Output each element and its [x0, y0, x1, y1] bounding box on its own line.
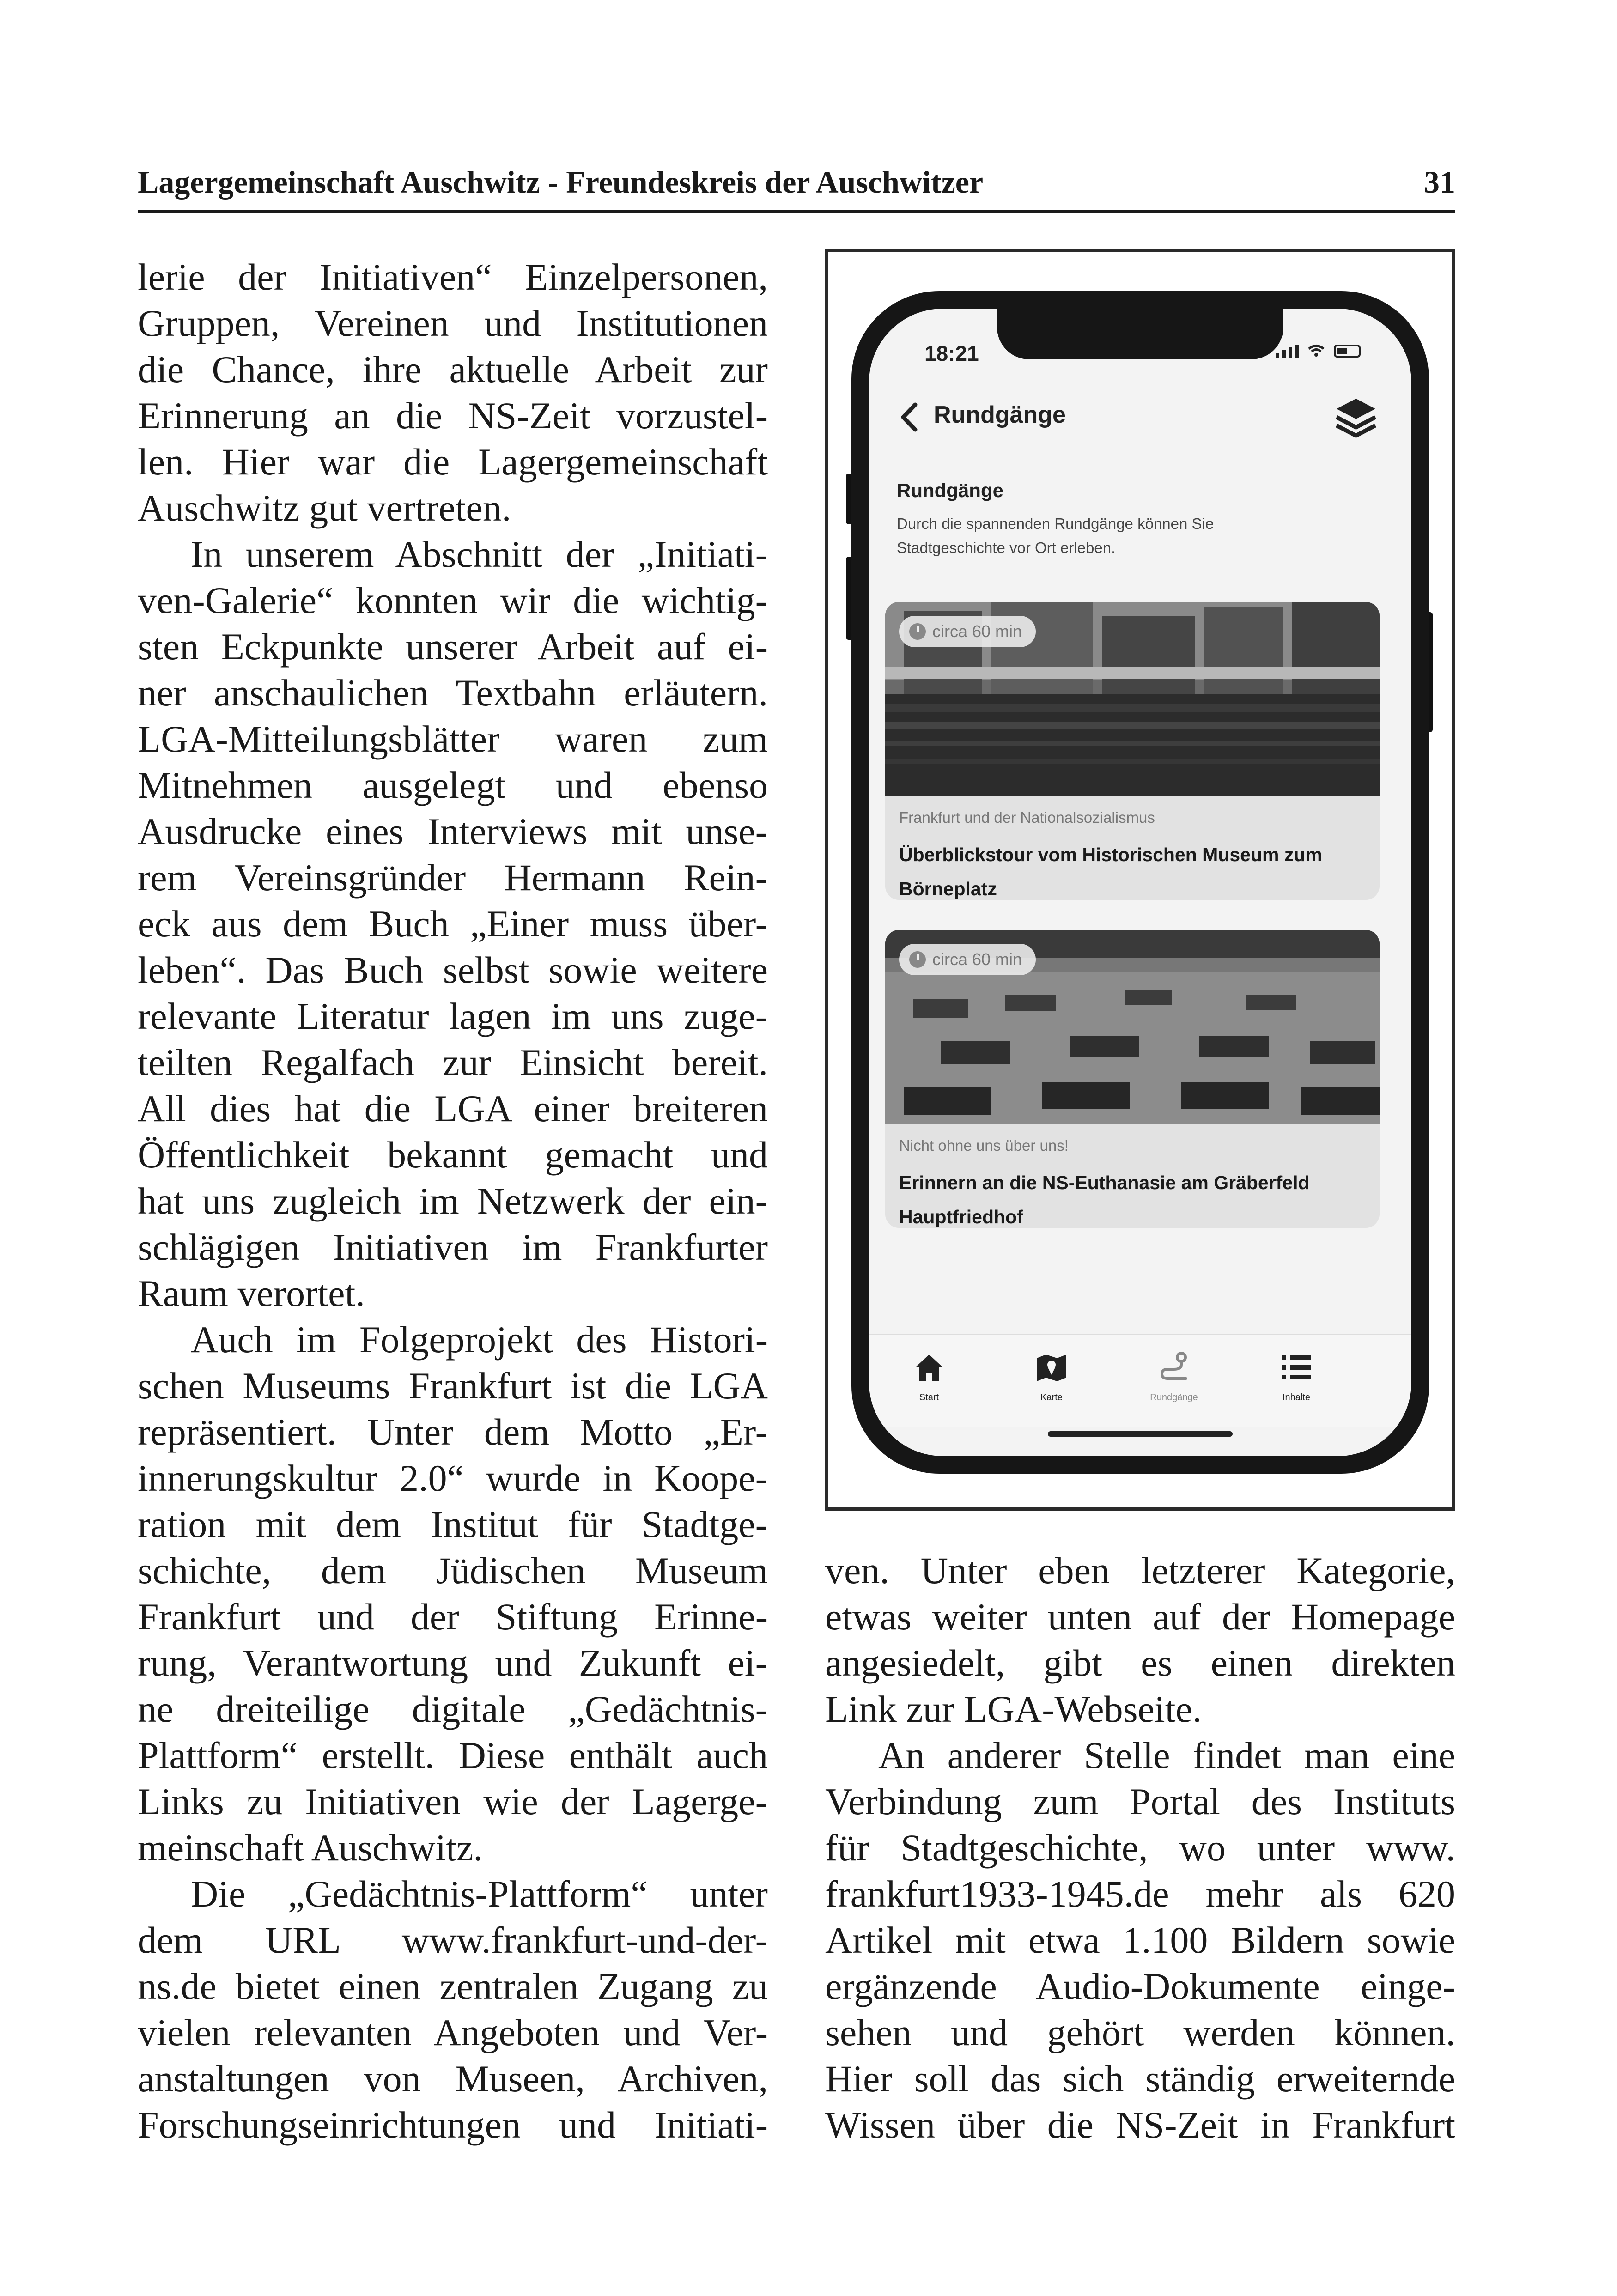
card-title: Überblickstour vom Historischen Museum zum Börneplatz: [899, 844, 1322, 899]
text-line: vielen relevanten Angeboten und Ver-: [138, 2011, 768, 2053]
page-number: 31: [1424, 164, 1455, 200]
text-line: lerie der Initiativen“ Einzelpersonen,: [138, 256, 768, 298]
text-line: Artikel mit etwa 1.100 Bildern sowie: [825, 1919, 1455, 1961]
text-line: rem Vereinsgründer Hermann Rein-: [138, 856, 768, 899]
home-icon: [911, 1349, 948, 1386]
text-line: Auch im Folgeprojekt des Histori-: [191, 1318, 768, 1361]
text-line: Frankfurt und der Stiftung Erinne-: [138, 1596, 768, 1638]
text-line: Plattform“ erstellt. Diese enthält auch: [138, 1734, 768, 1776]
text-line: ven-Galerie“ konnten wir die wichtig-: [138, 579, 768, 621]
text-line: Wissen über die NS-Zeit in Frankfurt: [825, 2104, 1455, 2146]
text-line: ergänzende Audio-Dokumente einge-: [825, 1965, 1455, 2007]
text-line: Link zur LGA-Webseite.: [825, 1688, 1202, 1730]
list-icon: [1278, 1349, 1315, 1386]
figure-phone-screenshot: [825, 249, 1455, 1511]
text-line: etwas weiter unten auf der Homepage: [825, 1596, 1455, 1638]
text-line: anstaltungen von Museen, Archiven,: [138, 2058, 768, 2100]
status-time: 18:21: [924, 341, 979, 365]
card-kicker: Nicht ohne uns über uns!: [899, 1137, 1069, 1154]
text-line: teilten Regalfach zur Einsicht bereit.: [138, 1041, 768, 1083]
phone-screen: [869, 309, 1411, 1456]
tab-rundgaenge[interactable]: [1128, 1349, 1220, 1403]
tab-label: Rundgänge: [1150, 1392, 1198, 1403]
text-line: Erinnerung an die NS-Zeit vorzustel-: [138, 395, 768, 437]
layers-icon[interactable]: [1333, 394, 1379, 440]
home-indicator: [1048, 1431, 1233, 1437]
text-line: Forschungseinrichtungen und Initiati-: [138, 2104, 768, 2146]
tab-label: Inhalte: [1282, 1392, 1311, 1403]
duration-label: circa 60 min: [932, 622, 1022, 641]
card-title: Erinnern an die NS-Euthanasie am Gräberfeld Hauptfriedhof: [899, 1172, 1310, 1227]
text-line: Ausdrucke eines Interviews mit unse-: [138, 810, 768, 852]
section-description: Durch die spannenden Rundgänge können Sie Stadtgeschichte vor Ort erleben.: [897, 515, 1214, 556]
nav-title: Rundgänge: [934, 401, 1066, 428]
tab-label: Start: [919, 1392, 939, 1403]
back-chevron-icon[interactable]: [897, 401, 923, 433]
text-line: dem URL www.frankfurt-und-der-: [138, 1919, 768, 1961]
tab-karte[interactable]: [1005, 1349, 1098, 1403]
text-line: Mitnehmen ausgelegt und ebenso: [138, 764, 768, 806]
text-line: angesiedelt, gibt es einen direkten: [825, 1642, 1455, 1684]
text-line: In unserem Abschnitt der „Initiati-: [191, 533, 768, 575]
text-line: sten Eckpunkte unserer Arbeit auf ei-: [138, 626, 768, 668]
tab-bar: [869, 1334, 1411, 1427]
text-line: Links zu Initiativen wie der Lagerge-: [138, 1780, 768, 1822]
text-line: schichte, dem Jüdischen Museum: [138, 1549, 768, 1591]
tour-card[interactable]: [885, 602, 1380, 900]
text-line: innerungskultur 2.0“ wurde in Koope-: [138, 1457, 768, 1499]
card-kicker: Frankfurt und der Nationalsozialismus: [899, 809, 1155, 826]
text-line: die Chance, ihre aktuelle Arbeit zur: [138, 348, 768, 390]
text-line: eck aus dem Buch „Einer muss über-: [138, 903, 768, 945]
text-line: All dies hat die LGA einer breiteren: [138, 1087, 768, 1130]
tab-start[interactable]: [883, 1349, 975, 1403]
text-line: schlägigen Initiativen im Frankfurter: [138, 1226, 768, 1268]
text-line: len. Hier war die Lagergemeinschaft: [138, 441, 768, 483]
text-line: schen Museums Frankfurt ist die LGA: [138, 1365, 768, 1407]
wifi-icon: [1307, 344, 1325, 358]
text-line: frankfurt1933-1945.de mehr als 620: [825, 1873, 1455, 1915]
section-title: Rundgänge: [897, 480, 1003, 501]
tab-label: Karte: [1040, 1392, 1063, 1403]
text-line: Auschwitz gut vertreten.: [138, 487, 511, 529]
text-line: rung, Verantwortung und Zukunft ei-: [138, 1642, 768, 1684]
tour-card[interactable]: [885, 930, 1380, 1228]
text-line: Die „Gedächtnis-Plattform“ unter: [191, 1873, 768, 1915]
text-line: sehen und gehört werden können.: [825, 2011, 1455, 2053]
clock-icon: [909, 623, 926, 640]
text-line: LGA-Mitteilungsblätter waren zum: [138, 718, 768, 760]
text-line: Hier soll das sich ständig erweiternde: [825, 2058, 1455, 2100]
text-line: hat uns zugleich im Netzwerk der ein-: [138, 1180, 768, 1222]
text-line: An anderer Stelle findet man eine: [878, 1734, 1455, 1776]
phone-notch: [997, 309, 1283, 359]
text-line: Verbindung zum Portal des Instituts: [825, 1780, 1455, 1822]
tab-inhalte[interactable]: [1250, 1349, 1343, 1403]
duration-label: circa 60 min: [932, 950, 1022, 969]
text-line: repräsentiert. Unter dem Motto „Er-: [138, 1411, 768, 1453]
text-line: ration mit dem Institut für Stadtge-: [138, 1503, 768, 1545]
duration-chip: [899, 616, 1036, 647]
text-line: für Stadtgeschichte, wo unter www.: [825, 1827, 1455, 1869]
text-line: Öffentlichkeit bekannt gemacht und: [138, 1134, 768, 1176]
clock-icon: [909, 951, 926, 968]
text-line: leben“. Das Buch selbst sowie weitere: [138, 949, 768, 991]
header-rule: [138, 210, 1455, 213]
text-line: meinschaft Auschwitz.: [138, 1827, 483, 1869]
text-line: ne dreiteilige digitale „Gedächtnis-: [138, 1688, 768, 1730]
text-line: ner anschaulichen Textbahn erläutern.: [138, 672, 768, 714]
running-header-title: Lagergemeinschaft Auschwitz - Freundeskreis der Auschwitzer: [138, 164, 984, 200]
text-line: relevante Literatur lagen im uns zuge-: [138, 995, 768, 1037]
battery-icon: [1334, 345, 1361, 358]
phone-frame: [851, 291, 1429, 1474]
route-icon: [1155, 1349, 1192, 1386]
status-icons: [1276, 344, 1361, 358]
duration-chip: [899, 944, 1036, 975]
text-line: ns.de bietet einen zentralen Zugang zu: [138, 1965, 768, 2007]
text-line: ven. Unter eben letzterer Kategorie,: [825, 1549, 1455, 1591]
signal-icon: [1276, 345, 1299, 358]
text-line: Gruppen, Vereinen und Institutionen: [138, 302, 768, 344]
map-icon: [1033, 1349, 1070, 1386]
text-line: Raum verortet.: [138, 1272, 365, 1314]
